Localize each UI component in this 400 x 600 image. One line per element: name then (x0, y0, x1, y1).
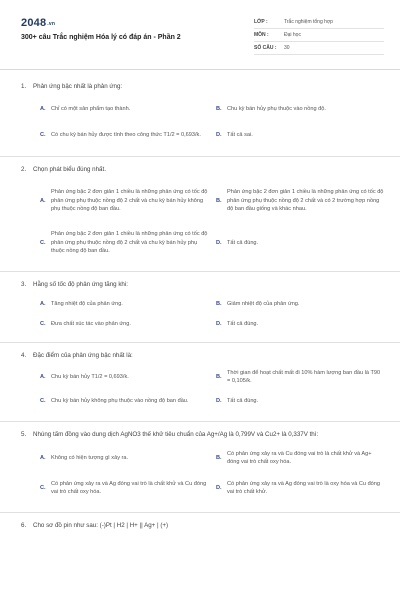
option-text: Có phản ứng xảy ra và Ag đóng vai trò là oxy hóa và Cu đóng vai trò chất khử. (227, 480, 381, 495)
meta-row-subject (254, 29, 384, 42)
option-letter: B. (216, 454, 222, 461)
logo-suffix: .vn (47, 21, 56, 27)
option-letter: D. (216, 397, 222, 404)
question-text (0, 521, 400, 530)
option-letter: B. (216, 105, 222, 112)
answer-option-b[interactable] (216, 96, 384, 122)
option-text: Thời gian để hoạt chất mất đi 10% hàm lượng ban đầu là T90 = 0,105/k. (227, 369, 381, 384)
question-text (0, 430, 400, 439)
option-text: Có phản ứng xảy ra và Cu đóng vai trò là chất khử và Ag+ đóng vai trò chất oxy hóa. (227, 450, 372, 465)
option-letter: C. (40, 239, 46, 246)
option-letter: A. (40, 300, 46, 307)
question-number: 3. (21, 281, 27, 288)
answer-option-d[interactable] (216, 314, 384, 334)
answer-option-c[interactable] (40, 472, 208, 504)
question-item (0, 513, 400, 530)
meta-row-count (254, 42, 384, 55)
question-stem: Phản ứng bậc nhất là phản ứng: (33, 83, 123, 90)
option-letter: D. (216, 239, 222, 246)
option-text: Không có hiện tượng gì xảy ra. (51, 454, 129, 461)
question-stem: Cho sơ đồ pin như sau: (-)Pt | H2 | H+ || Ag+ | (+) (33, 522, 169, 529)
option-text: Chu kỳ bán hủy T1/2 = 0,693/k. (51, 373, 129, 380)
meta-value: Đại học (284, 32, 301, 38)
answer-option-b[interactable] (216, 365, 384, 389)
option-text: Đưa chất xúc tác vào phản ứng. (51, 320, 131, 327)
page-title: 300+ câu Trắc nghiệm Hóa lý có đáp án - Phần 2 (21, 34, 181, 41)
option-text: Phản ứng bậc 2 đơn giản 1 chiều là những phản ứng có tốc độ phản ứng phụ thuộc nồng độ 2 chất và chu kỳ bán hủy phụ thuộc nồng độ ban đầu. (51, 231, 208, 255)
option-letter: D. (216, 131, 222, 138)
answer-options (0, 365, 400, 413)
question-number: 4. (21, 352, 27, 359)
answer-option-d[interactable] (216, 389, 384, 413)
question-text (0, 82, 400, 91)
question-item (0, 422, 400, 513)
option-letter: B. (216, 300, 222, 307)
option-text: Chu kỳ bán hủy phụ thuộc vào nồng độ. (227, 105, 326, 112)
question-number: 1. (21, 83, 27, 90)
question-item (0, 74, 400, 157)
answer-option-d[interactable] (216, 472, 384, 504)
answer-option-a[interactable] (40, 294, 208, 314)
answer-option-d[interactable] (216, 122, 384, 148)
meta-label: LỚP : (254, 19, 268, 25)
logo-text: 2048 (21, 17, 47, 29)
option-letter: A. (40, 197, 46, 204)
answer-option-c[interactable] (40, 314, 208, 334)
option-letter: C. (40, 484, 46, 491)
meta-table (254, 16, 384, 55)
question-item (0, 343, 400, 422)
option-letter: C. (40, 320, 46, 327)
answer-options (0, 179, 400, 263)
site-logo[interactable] (21, 17, 55, 29)
question-stem: Hằng số tốc độ phản ứng tăng khi: (33, 281, 128, 288)
question-text (0, 351, 400, 360)
answer-option-c[interactable] (40, 122, 208, 148)
option-letter: B. (216, 373, 222, 380)
question-item (0, 272, 400, 343)
option-text: Tăng nhiệt độ của phản ứng. (51, 300, 123, 307)
question-stem: Đặc điểm của phản ứng bậc nhất là: (33, 352, 133, 359)
document-header (0, 0, 400, 70)
answer-option-a[interactable] (40, 365, 208, 389)
option-text: Phản ứng bậc 2 đơn giản 1 chiều là những phản ứng có tốc độ phản ứng phụ thuộc nồng độ 2 chất và chu kỳ bán hủy không phụ thuộc nồng độ ban đầu. (51, 189, 208, 213)
option-text: Tất cả đúng. (227, 239, 259, 246)
option-text: Giảm nhiệt độ của phản ứng. (227, 300, 300, 307)
option-text: Có phản ứng xảy ra và Ag đóng vai trò là chất khử và Cu đóng vai trò chất oxy hóa. (51, 480, 207, 495)
answer-option-c[interactable] (40, 389, 208, 413)
option-letter: A. (40, 373, 46, 380)
answer-option-b[interactable] (216, 179, 384, 223)
question-list (0, 74, 400, 530)
option-letter: C. (40, 131, 46, 138)
option-letter: C. (40, 397, 46, 404)
answer-option-d[interactable] (216, 223, 384, 263)
meta-label: SỐ CÂU : (254, 45, 277, 51)
meta-label: MÔN : (254, 32, 269, 38)
answer-option-b[interactable] (216, 444, 384, 472)
answer-options (0, 96, 400, 148)
option-letter: B. (216, 197, 222, 204)
answer-option-a[interactable] (40, 96, 208, 122)
meta-value: 30 (284, 45, 290, 51)
option-letter: A. (40, 454, 46, 461)
option-text: Có chu kỳ bán hủy được tính theo công thức T1/2 = 0,693/k. (51, 131, 201, 138)
answer-options (0, 294, 400, 334)
meta-value: Trắc nghiệm tổng hợp (284, 19, 333, 25)
answer-option-c[interactable] (40, 223, 208, 263)
answer-option-a[interactable] (40, 179, 208, 223)
option-text: Tất cả đúng. (227, 397, 259, 404)
answer-options (0, 444, 400, 504)
option-text: Chu kỳ bán hủy không phụ thuộc vào nồng độ ban đầu. (51, 397, 189, 404)
option-letter: D. (216, 320, 222, 327)
question-item (0, 157, 400, 272)
answer-option-b[interactable] (216, 294, 384, 314)
question-stem: Chọn phát biểu đúng nhất. (33, 166, 106, 173)
option-text: Chỉ có một sản phẩm tạo thành. (51, 105, 131, 112)
question-stem: Nhúng tấm đồng vào dung dịch AgNO3 thế khử tiêu chuẩn của Ag+/Ag là 0,799V và Cu2+ là 0,337V thì: (33, 431, 319, 438)
question-text (0, 280, 400, 289)
option-text: Tất cả sai. (227, 131, 253, 138)
answer-option-a[interactable] (40, 444, 208, 472)
meta-row-class (254, 16, 384, 29)
question-text (0, 165, 400, 174)
question-number: 2. (21, 166, 27, 173)
option-letter: D. (216, 484, 222, 491)
question-number: 5. (21, 431, 27, 438)
option-letter: A. (40, 105, 46, 112)
option-text: Tất cả đúng. (227, 320, 259, 327)
question-number: 6. (21, 522, 27, 529)
option-text: Phản ứng bậc 2 đơn giản 1 chiều là những phản ứng có tốc độ phản ứng phụ thuộc nồng độ 2 chất và có 2 trường hợp nồng độ ban đầu giống và khác nhau. (227, 189, 384, 213)
